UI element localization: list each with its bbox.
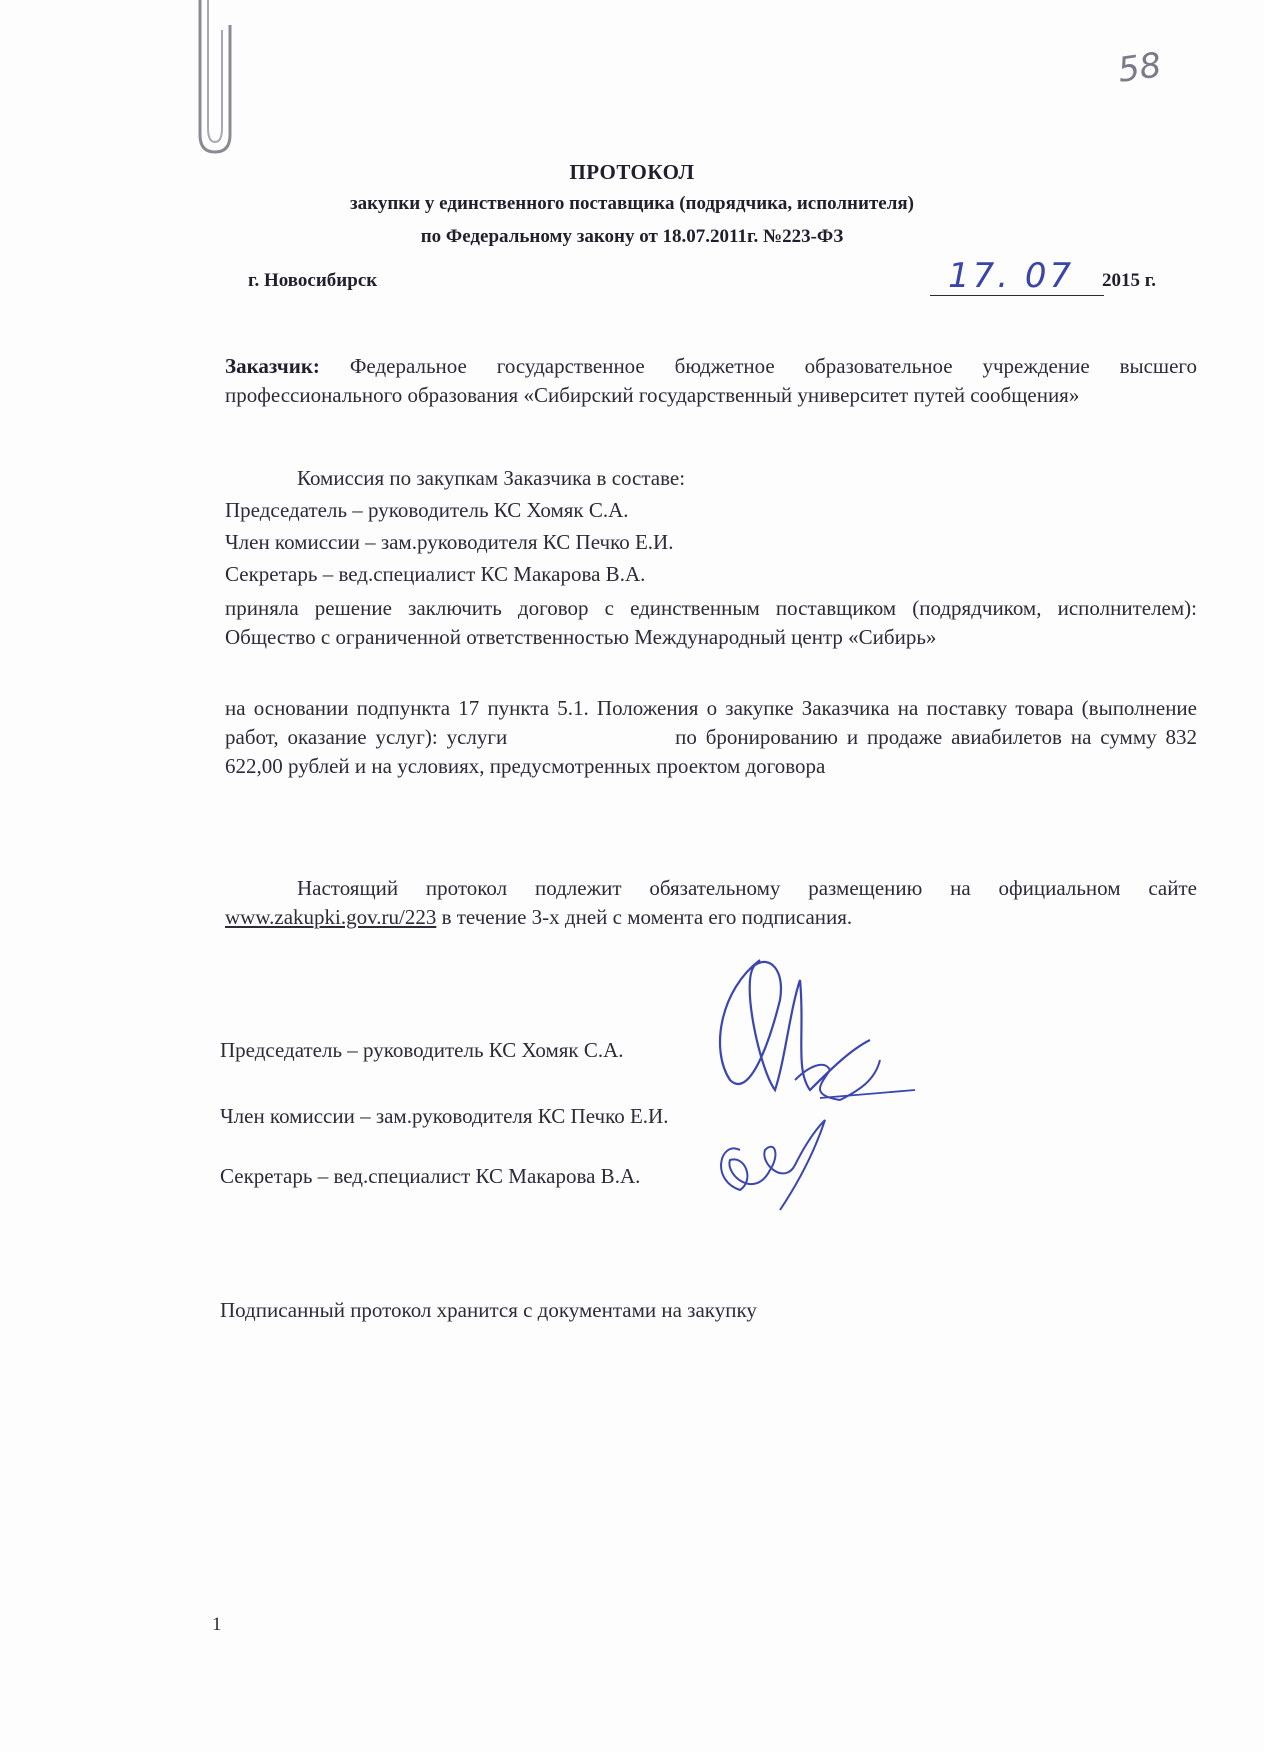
notice-text-before: Настоящий протокол подлежит обязательному размещению на официальном сайте (297, 876, 1197, 900)
date-handwritten: 17. 07 (948, 256, 1075, 296)
customer-text: Федеральное государственное бюджетное образовательное учреждение высшего профессионального образования «Сибирский государственный университет путей сообщения» (225, 354, 1197, 407)
decision-paragraph: приняла решение заключить договор с единственным поставщиком (подрядчиком, исполнителем): Общество с ограниченной ответственностью Международный центр «Сибирь» (225, 596, 1197, 649)
basis-paragraph (225, 694, 1197, 781)
signature-chair: Председатель – руководитель КС Хомяк С.А. (220, 1038, 624, 1062)
signature-secretary: Секретарь – вед.специалист КС Макарова В.А. (220, 1164, 641, 1188)
date-year: 2015 г. (1102, 270, 1156, 291)
document-title: ПРОТОКОЛ (569, 160, 695, 184)
notice-text-after: в течение 3-х дней с момента его подписания. (441, 905, 853, 929)
sheet-number-handwritten: 58 (1115, 45, 1164, 91)
footer-note: Подписанный протокол хранится с документами на закупку (220, 1298, 757, 1322)
document-date (930, 256, 1180, 298)
city-label: г. Новосибирск (248, 270, 378, 291)
document-subtitle-2: по Федеральному закону от 18.07.2011г. №223-ФЗ (420, 226, 844, 247)
commission-member-deputy: Член комиссии – зам.руководителя КС Печко Е.И. (225, 530, 674, 554)
handwritten-signatures (700, 950, 930, 1230)
basis-text-after: по бронированию и продаже авиабилетов на сумму 832 622,00 рублей и на условиях, предусмотренных проектом договора (225, 725, 1198, 778)
customer-label: Заказчик: (225, 354, 320, 378)
document-subtitle-1: закупки у единственного поставщика (подрядчика, исполнителя) (350, 193, 914, 214)
commission-member-chair: Председатель – руководитель КС Хомяк С.А. (225, 498, 629, 522)
customer-paragraph (225, 352, 1197, 410)
date-blank-line (930, 295, 1104, 296)
zakupki-link[interactable]: www.zakupki.gov.ru/223 (225, 905, 437, 929)
signature-deputy: Член комиссии – зам.руководителя КС Печко Е.И. (220, 1104, 669, 1128)
commission-member-secretary: Секретарь – вед.специалист КС Макарова В.А. (225, 562, 646, 586)
notice-paragraph (225, 874, 1197, 932)
commission-intro: Комиссия по закупкам Заказчика в составе: (297, 466, 686, 490)
page-number: 1 (212, 1614, 222, 1635)
paperclip-icon (190, 0, 250, 160)
basis-text-before: на основании подпункта 17 пункта 5.1. Положения о закупке Заказчика на поставку товара (выполнение работ, оказание услуг): услуги (225, 696, 1197, 749)
